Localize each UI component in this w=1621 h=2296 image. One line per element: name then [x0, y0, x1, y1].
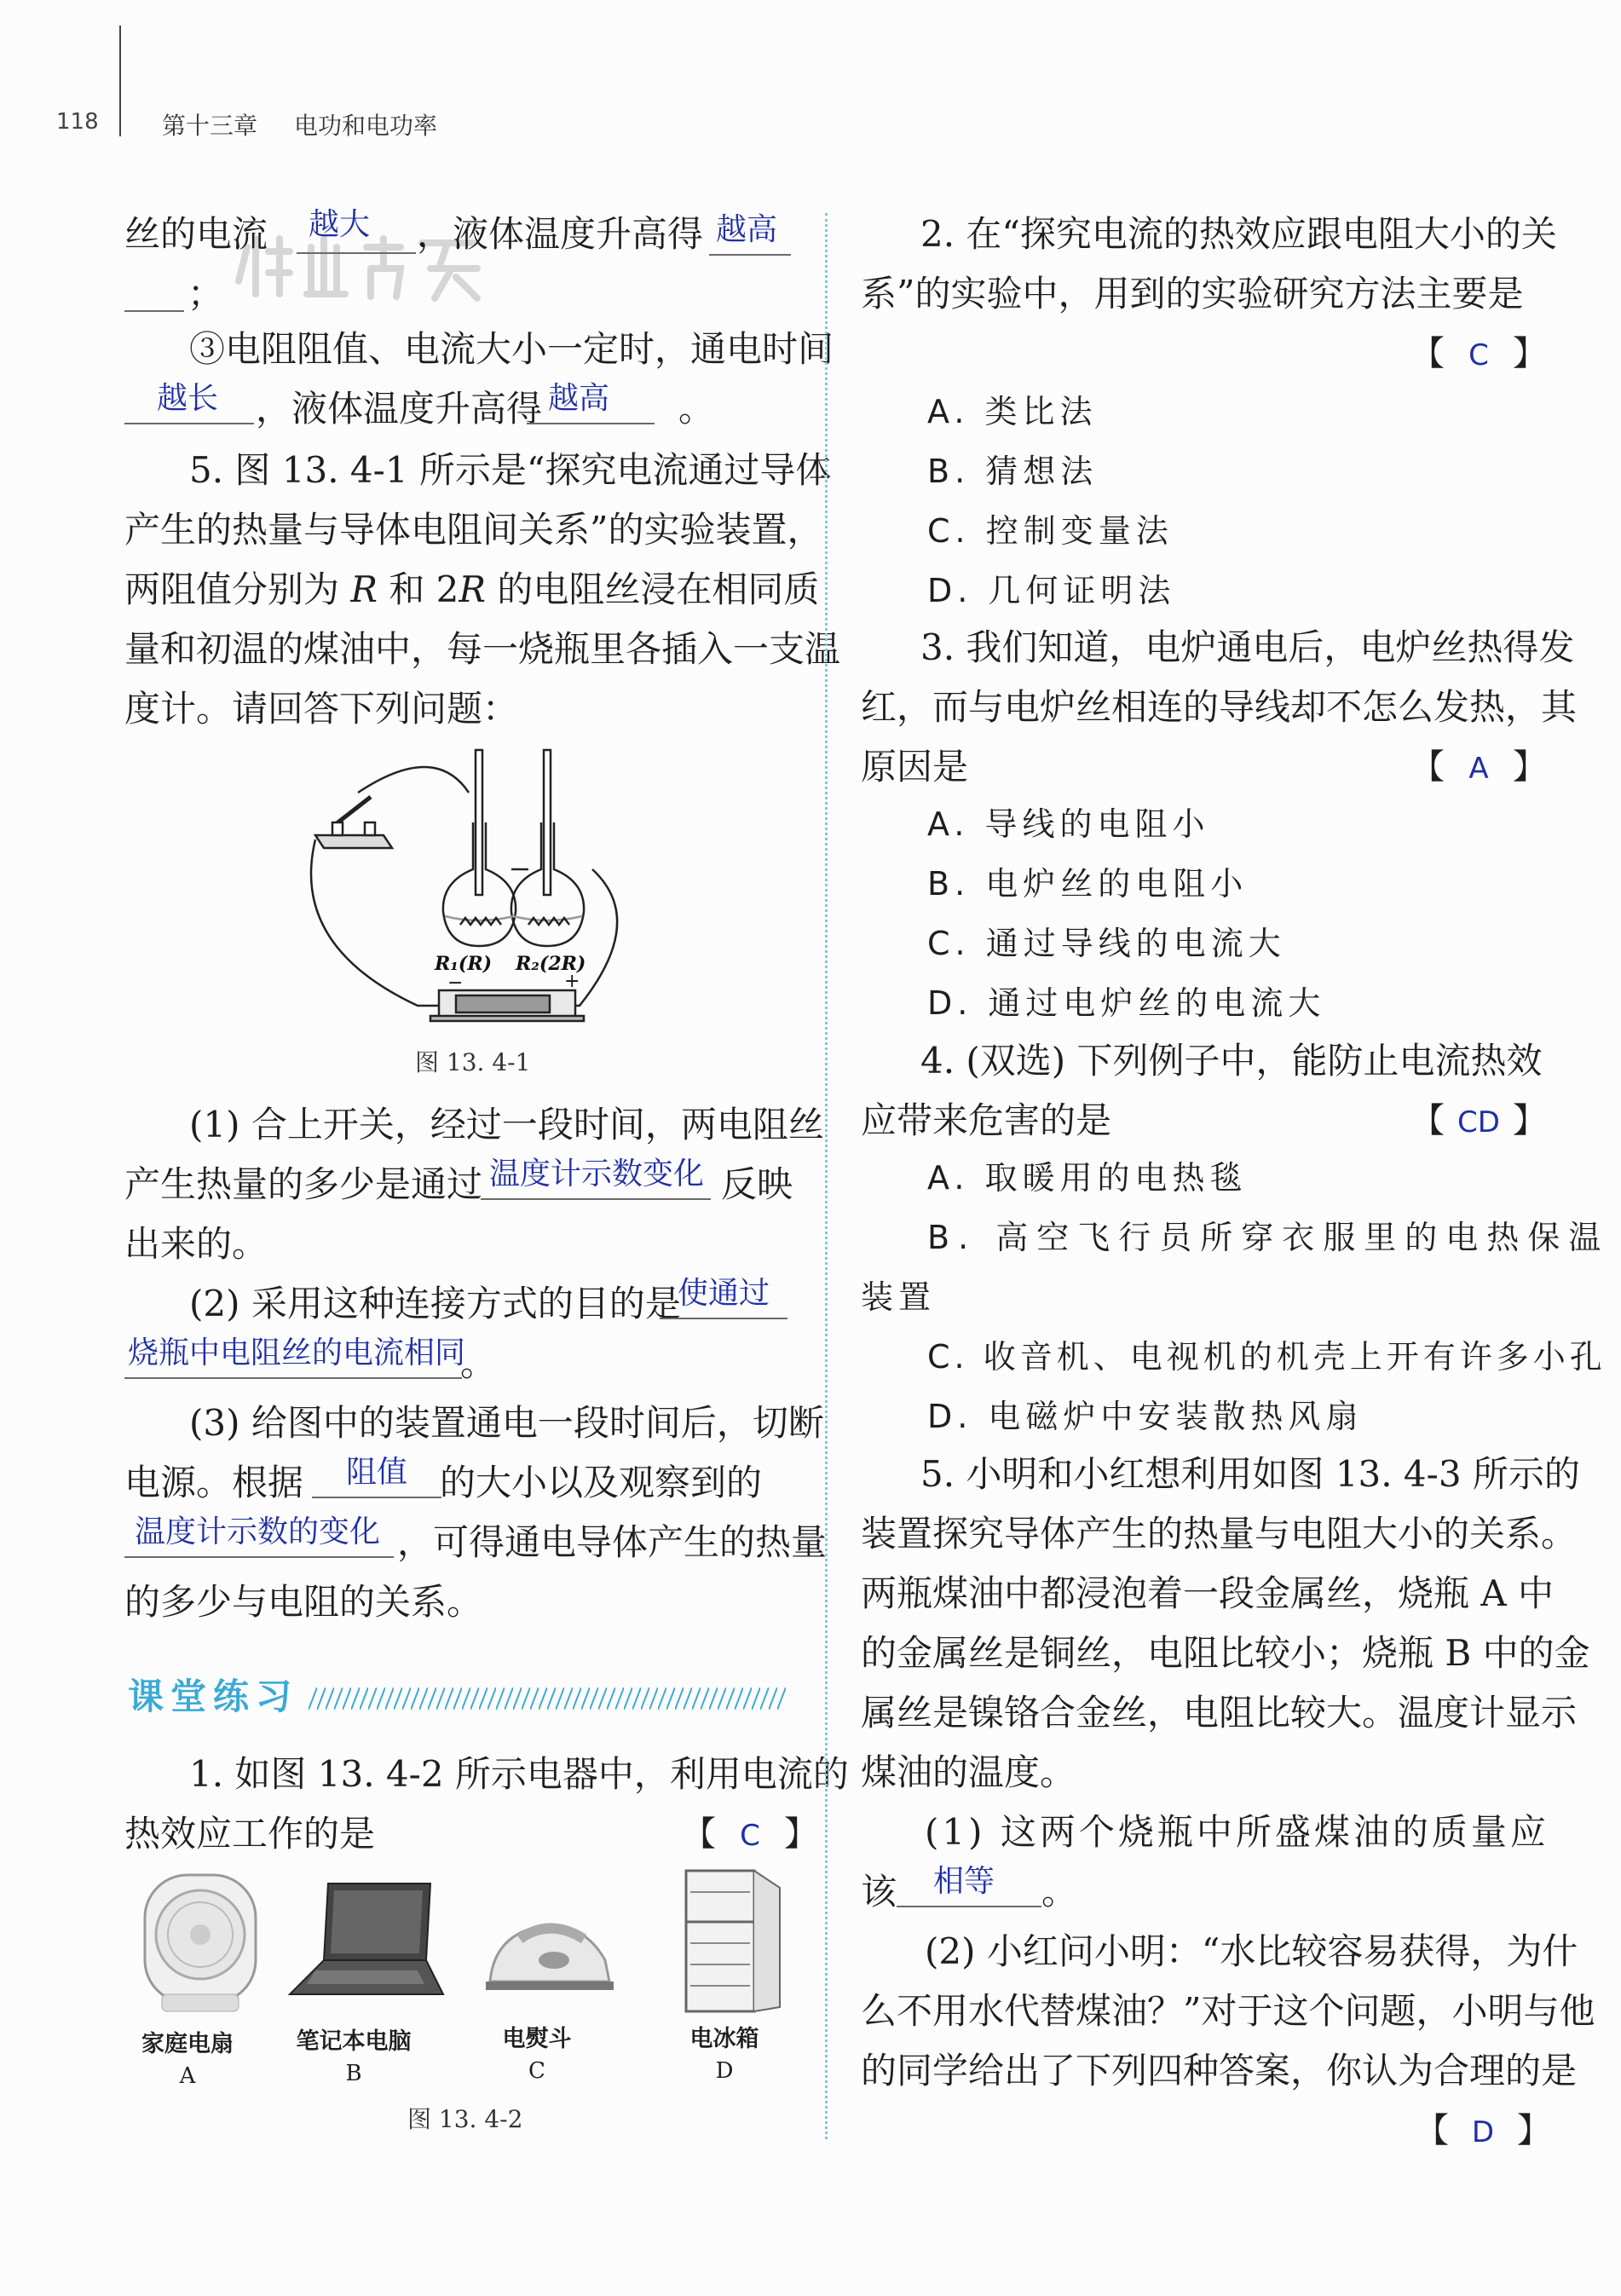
- rsub2-line-1: (2) 小红问小明：“水比较容易获得，为什: [925, 1930, 1578, 1972]
- appliance-letter-c: C: [528, 2058, 545, 2084]
- q2-option-b: B. 猜想法: [927, 453, 1099, 490]
- left-line-4: ，液体温度升高得 。: [256, 388, 715, 430]
- sub3-line-2: 电源。根据 的大小以及观察到的: [124, 1462, 763, 1503]
- r1-label: R₁(R): [435, 953, 493, 975]
- rsub2-answer-bracket: 【 D 】: [1415, 2109, 1551, 2154]
- rq5-line-1: 5. 小明和小红想利用如图 13. 4-3 所示的: [920, 1453, 1580, 1495]
- chapter-number: 第十三章: [162, 112, 258, 140]
- sub2-line-1: (2) 采用这种连接方式的目的是: [189, 1283, 681, 1324]
- q5-line-2: 产生的热量与导体电阻间关系”的实验装置，: [124, 509, 823, 551]
- q3-line-1: 3. 我们知道，电炉通电后，电炉丝热得发: [920, 626, 1575, 668]
- appliance-letter-b: B: [345, 2061, 362, 2086]
- page-number: 118: [56, 109, 99, 135]
- blank-longer: [124, 423, 254, 424]
- figure-1-caption: 图 13. 4-1: [415, 1048, 531, 1076]
- answer-temp-reading-change: 温度计示数的变化: [135, 1514, 381, 1549]
- rsub2-line-3: 的同学给出了下列四种答案，你认为合理的是: [861, 2050, 1578, 2091]
- rq5-line-2: 装置探究导体产生的热量与电阻大小的关系。: [861, 1513, 1578, 1555]
- iron-image: [473, 1901, 618, 2003]
- rsub1-line-1: (1) 这两个烧瓶中所盛煤油的质量应: [925, 1811, 1549, 1853]
- section-hatch: [309, 1687, 786, 1710]
- q3-option-d: D. 通过电炉丝的电流大: [927, 984, 1326, 1022]
- rq5-line-4: 的金属丝是铜丝，电阻比较小；烧瓶 B 中的金: [861, 1632, 1590, 1674]
- q3-answer-bracket: 【 A 】: [1410, 746, 1547, 790]
- blank-higher: [709, 254, 791, 256]
- blank-equal: [897, 1906, 1041, 1907]
- blank-bigger: [297, 252, 416, 254]
- sub1-line-2: 产生热量的多少是通过 反映: [124, 1163, 793, 1205]
- practice1-answer-bracket: 【 C 】: [682, 1813, 818, 1857]
- rq5-line-6: 煤油的温度。: [861, 1751, 1076, 1793]
- q4-line-2: 应带来危害的是: [861, 1099, 1112, 1141]
- blank-higher-2: [527, 423, 655, 424]
- blank-temp-change: [481, 1198, 711, 1200]
- appliance-label-c: 电熨斗: [502, 2026, 572, 2052]
- q3-line-3: 原因是: [861, 746, 969, 787]
- blank-higher-cont: [124, 310, 184, 312]
- rq5-line-5: 属丝是镍铬合金丝，电阻比较大。温度计显示: [861, 1692, 1578, 1734]
- q4-answer: CD: [1457, 1105, 1500, 1139]
- answer-temp-change: 温度计示数变化: [489, 1157, 705, 1191]
- appliance-letter-a: A: [179, 2063, 196, 2089]
- q3-option-b: B. 电炉丝的电阻小: [927, 865, 1249, 903]
- sub3-line-3: ，可得通电导体产生的热量: [397, 1521, 828, 1563]
- rq5-line-3: 两瓶煤油中都浸泡着一段金属丝，烧瓶 A 中: [861, 1572, 1555, 1614]
- q2-line-2: 系”的实验中，用到的实验研究方法主要是: [861, 273, 1524, 314]
- figure-2-caption: 图 13. 4-2: [407, 2105, 523, 2133]
- q4-option-a: A. 取暖用的电热毯: [927, 1159, 1248, 1197]
- q5-line-1: 5. 图 13. 4-1 所示是“探究电流通过导体: [189, 449, 832, 491]
- laptop-image: [281, 1875, 452, 2011]
- sub3-line-1: (3) 给图中的装置通电一段时间后，切断: [189, 1402, 824, 1444]
- q2-answer-bracket: 【 C 】: [1410, 332, 1547, 377]
- rsub2-line-2: 么不用水代替煤油？”对于这个问题，小明与他: [861, 1990, 1595, 2032]
- q5-line-4: 量和初温的煤油中，每一烧瓶里各插入一支温: [124, 628, 841, 670]
- q4-option-d: D. 电磁炉中安装散热风扇: [927, 1398, 1364, 1435]
- q3-option-a: A. 导线的电阻小: [927, 805, 1210, 843]
- answer-higher: 越高: [716, 212, 778, 247]
- blank-temp-reading-change: [124, 1556, 394, 1558]
- answer-same-current: 烧瓶中电阻丝的电流相同: [128, 1335, 466, 1370]
- answer-resistance: 阻值: [346, 1455, 408, 1490]
- section-title: 课堂练习: [128, 1676, 299, 1717]
- q2-option-a: A. 类比法: [927, 393, 1098, 430]
- chapter-title: 电功和电功率: [294, 112, 438, 140]
- practice1-line-2: 热效应工作的是: [124, 1813, 376, 1855]
- practice1-line-1: 1. 如图 13. 4-2 所示电器中，利用电流的: [189, 1753, 849, 1795]
- fridge-image: [661, 1862, 788, 2020]
- q2-line-1: 2. 在“探究电流的热效应跟电阻大小的关: [920, 213, 1557, 255]
- blank-make-through: [660, 1318, 787, 1319]
- appliance-label-d: 电冰箱: [689, 2026, 759, 2052]
- answer-make-through: 使通过: [678, 1276, 770, 1311]
- rsub1-line-2: 该 。: [861, 1871, 1078, 1912]
- q5-line-3: 两阻值分别为 R 和 2R 的电阻丝浸在相同质: [124, 568, 820, 610]
- appliance-label-a: 家庭电扇: [141, 2031, 234, 2057]
- left-line-1: 丝的电流 ，液体温度升高得: [124, 213, 704, 255]
- answer-higher-2: 越高: [548, 381, 610, 416]
- header-rule: [119, 26, 121, 136]
- fan-image: [128, 1866, 273, 2020]
- r2-label: R₂(2R): [516, 953, 586, 975]
- sub2-end: 。: [460, 1342, 497, 1384]
- practice1-answer: C: [740, 1819, 760, 1853]
- q3-option-c: C. 通过导线的电流大: [927, 925, 1286, 962]
- q4-answer-bracket: 【 CD 】: [1410, 1099, 1547, 1144]
- appliance-label-b: 笔记本电脑: [296, 2028, 412, 2055]
- answer-equal: 相等: [933, 1864, 995, 1899]
- q2-answer: C: [1468, 338, 1489, 372]
- answer-bigger: 越大: [309, 207, 371, 242]
- q5-line-5: 度计。请回答下列问题：: [124, 688, 519, 730]
- blank-same-current: [124, 1377, 462, 1379]
- column-divider: [825, 213, 828, 2139]
- q3-answer: A: [1468, 752, 1489, 786]
- q4-option-c: C. 收音机、电视机的机壳上开有许多小孔: [927, 1338, 1607, 1376]
- q4-option-b: B. 高空飞行员所穿衣服里的电热保温: [927, 1219, 1610, 1256]
- sub1-line-1: (1) 合上开关，经过一段时间，两电阻丝: [189, 1104, 824, 1145]
- battery-minus: −: [447, 972, 464, 994]
- q2-option-c: C. 控制变量法: [927, 512, 1174, 550]
- rsub2-answer: D: [1471, 2115, 1495, 2149]
- q4-option-b-cont: 装置: [861, 1278, 937, 1316]
- left-line-2: ；: [187, 273, 224, 314]
- q4-line-1: 4. (双选) 下列例子中，能防止电流热效: [920, 1040, 1543, 1082]
- sub1-line-3: 出来的。: [124, 1223, 268, 1265]
- answer-longer: 越长: [157, 381, 219, 416]
- appliance-letter-d: D: [715, 2058, 734, 2084]
- left-line-3: ③电阻阻值、电流大小一定时，通电时间: [189, 328, 834, 370]
- q2-option-d: D. 几何证明法: [927, 572, 1176, 609]
- q3-line-2: 红，而与电炉丝相连的导线却不怎么发热，其: [861, 686, 1578, 728]
- figure-13-4-1: [298, 741, 656, 1031]
- blank-resistance: [312, 1497, 441, 1498]
- sub3-line-4: 的多少与电阻的关系。: [124, 1581, 483, 1623]
- battery-plus: +: [564, 971, 580, 992]
